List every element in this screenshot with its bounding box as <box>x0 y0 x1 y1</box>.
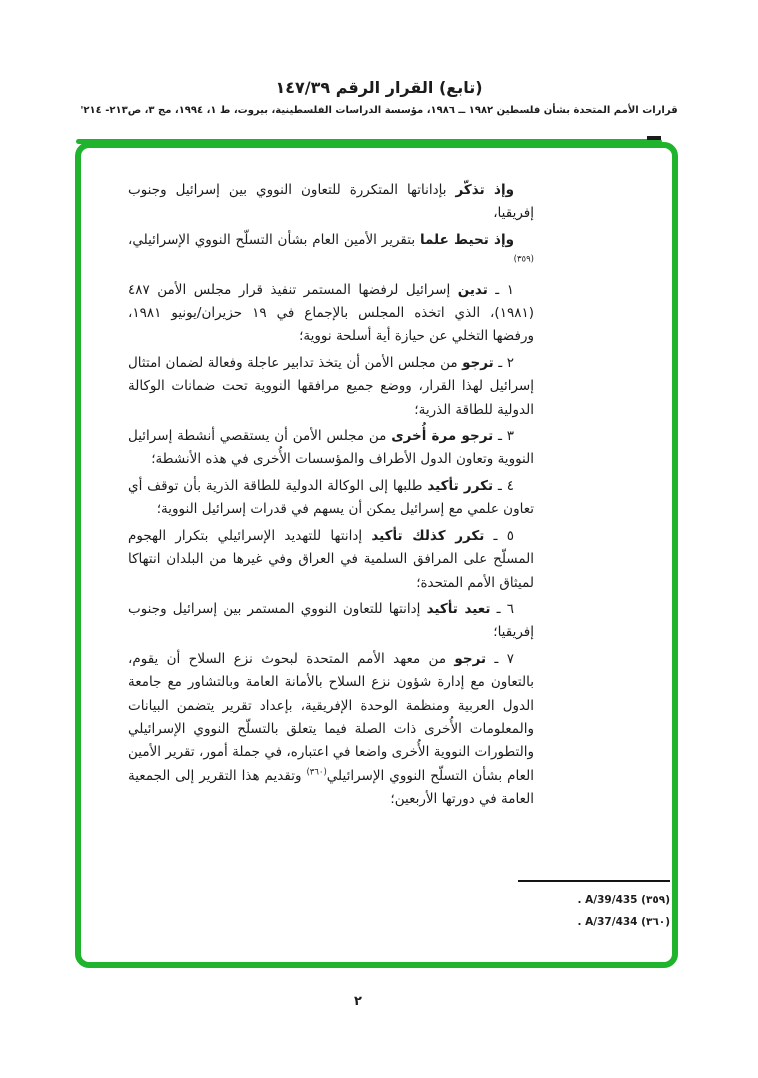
paragraph-text: من مجلس الأمن أن يستقصي أنشطة إسرائيل النووية وتعاون الدول الأطراف والمؤسسات الأُخرى في هذه الأنشطة؛ <box>128 428 534 468</box>
footnote-block <box>512 880 670 933</box>
footnote-reference: (٣٦٠) <box>306 767 327 778</box>
footnote-item <box>512 911 670 933</box>
bold-leadin: تدين <box>457 281 488 298</box>
resolution-paragraph <box>128 229 534 276</box>
resolution-paragraph <box>128 425 534 472</box>
paragraph-text: ٤ ـ <box>493 477 514 494</box>
paragraph-text: ٥ ـ <box>484 527 514 544</box>
paragraph-text: ٦ ـ <box>490 600 514 617</box>
resolution-paragraph <box>128 179 534 226</box>
paragraph-text: ١ ـ <box>487 281 514 298</box>
scan-artifact-mark <box>647 136 661 140</box>
resolution-paragraph <box>128 598 534 645</box>
paragraph-text: وتقديم هذا التقرير إلى الجمعية العامة في دورتها الأربعين؛ <box>128 767 534 808</box>
bold-leadin: ترجو <box>462 354 494 371</box>
page-title: (تابع) القرار الرقم ١٤٧/٣٩ <box>275 78 483 97</box>
bold-leadin: تكرر تأكيد <box>427 477 494 494</box>
resolution-paragraph <box>128 475 534 522</box>
footnote-divider <box>518 880 670 882</box>
bold-leadin: ترجو مرة أُخرى <box>391 428 494 445</box>
footnote-symbol: A/37/434 . <box>577 916 638 928</box>
bold-leadin: تعيد تأكيد <box>426 600 491 617</box>
paragraph-text: بتقرير الأمين العام بشأن التسلّح النووي الإسرائيلي، <box>128 231 420 248</box>
resolution-paragraph <box>128 352 534 422</box>
paragraph-text: بإداناتها المتكررة للتعاون النووي بين إسرائيل وجنوب إفريقيا، <box>128 182 534 222</box>
paragraph-text: من معهد الأمم المتحدة لبحوث نزع السلاح أن يقوم، بالتعاون مع إدارة شؤون نزع السلاح بالأمانة العامة وبالتشاور مع جامعة الدول العربية ومنظمة الوحدة الإفريقية، بإعداد تقرير يتضمن البيانات والمعلومات الأُخرى ذات الصلة فيما يتعلق بالتسلّح النووي الإسرائيلي والتطورات النووية الأُخرى واضعا في اعتباره، في جملة أمور، تقرير الأمين العام بشأن التسلّح النووي الإسرائيلي <box>128 650 534 784</box>
resolution-paragraph <box>128 279 534 349</box>
footnote-marker: (٣٥٩) <box>637 894 670 906</box>
bold-leadin: وإذ تذكّر <box>455 182 514 198</box>
paragraph-text: طلبها إلى الوكالة الدولية للطاقة الذرية بأن توقف أي تعاون علمي مع إسرائيل يمكن أن يسهم في قدرات إسرائيل النووية؛ <box>128 477 534 518</box>
bold-leadin: وإذ تحيط علما <box>419 231 514 248</box>
page-number: ٢ <box>354 994 362 1009</box>
paragraph-text: ٢ ـ <box>493 354 514 371</box>
paragraph-text: إدانتها للتهديد الإسرائيلي بتكرار الهجوم المسلّح على المرافق السلمية في العراق وفي غيرها من البلدان انتهاكا لميثاق الأمم المتحدة؛ <box>128 527 534 591</box>
paragraph-text: ٣ ـ <box>493 428 514 445</box>
bold-leadin: تكرر كذلك تأكيد <box>371 527 485 544</box>
footnote-reference: (٣٥٩) <box>513 254 534 265</box>
footnote-item <box>512 889 670 911</box>
bold-leadin: ترجو <box>454 650 487 667</box>
paragraph-text: من مجلس الأمن أن يتخذ تدابير عاجلة وفعالة لضمان امتثال إسرائيل لهذا القرار، ووضع جميع مرافقها النووية تحت ضمانات الوكالة الدولية للطاقة الذرية؛ <box>128 354 534 418</box>
paragraph-text: إسرائيل لرفضها المستمر تنفيذ قرار مجلس الأمن ٤٨٧ (١٩٨١)، الذي اتخذه المجلس بالإجماع في ١٩ حزيران/يونيو ١٩٨١، ورفضها التخلي عن حيازة أية أسلحة نووية؛ <box>128 281 534 345</box>
footnote-symbol: A/39/435 . <box>577 894 638 906</box>
footnote-marker: (٣٦٠) <box>637 916 670 928</box>
paragraph-text: ٧ ـ <box>486 650 514 667</box>
footnote-list <box>512 889 670 933</box>
resolution-paragraphs <box>128 179 534 815</box>
paragraph-text: إدانتها للتعاون النووي المستمر بين إسرائيل وجنوب إفريقيا؛ <box>128 600 534 641</box>
source-citation: قرارات الأمم المتحدة بشأن فلسطين ١٩٨٢ ــ ١٩٨٦، مؤسسة الدراسات الفلسطينية، بيروت، ط ١، ١٩٩٤، مج ٣، ص٢١٣- ٢١٤' <box>80 105 678 116</box>
resolution-paragraph <box>128 525 534 595</box>
resolution-paragraph <box>128 648 534 812</box>
